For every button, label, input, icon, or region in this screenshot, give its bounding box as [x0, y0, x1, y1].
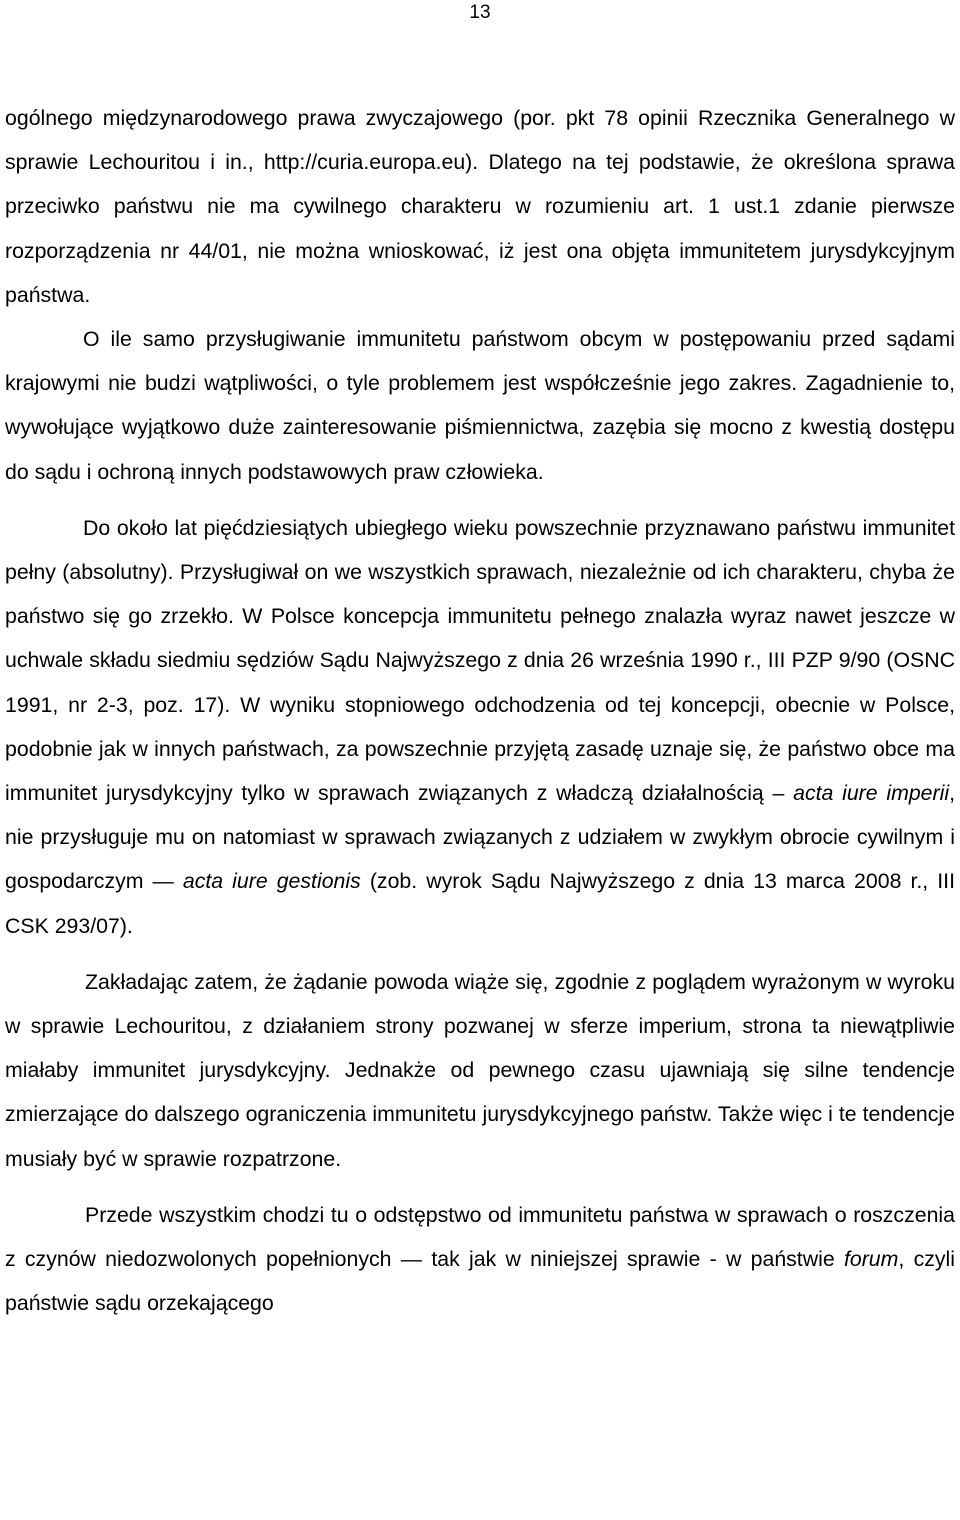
document-body — [5, 96, 955, 1325]
paragraph-4: Zakładając zatem, że żądanie powoda wiąże się, zgodnie z poglądem wyrażonym w wyroku w sprawie Lechouritou, z działaniem strony pozwanej w sferze imperium, strona ta niewątpliwie miałaby immunitet jurysdykcyjny. Jednakże od pewnego czasu ujawniają się silne tendencje zmierzające do dalszego ograniczenia immunitetu jurysdykcyjnego państw. Także więc i te tendencje musiały być w sprawie rozpatrzone. — [5, 969, 955, 1171]
paragraph-1: ogólnego międzynarodowego prawa zwyczajowego (por. pkt 78 opinii Rzecznika Generalnego w sprawie Lechouritou i in., http://curia.europa.eu). Dlatego na tej podstawie, że określona sprawa przeciwko państwu nie ma cywilnego charakteru w rozumieniu art. 1 ust.1 zdanie pierwsze rozporządzenia nr 44/01, nie można wnioskować, iż jest ona objęta immunitetem jurysdykcyjnym państwa. — [5, 106, 955, 307]
paragraph-3-text-a: Do około lat pięćdziesiątych ubiegłego wieku powszechnie przyznawano państwu immunitet pełny (absolutny). Przysługiwał on we wszystkich sprawach, niezależnie od ich charakteru, chyba że państwo się go zrzekło. W Polsce koncepcja immunitetu pełnego znalazła wyraz nawet jeszcze w uchwale składu siedmiu sędziów Sądu Najwyższego z dnia 26 września 1990 r., III PZP 9/90 (OSNC 1991, nr 2-3, poz. 17). W wyniku stopniowego odchodzenia od tej koncepcji, obecnie w Polsce, podobnie jak w innych państwach, za powszechnie przyjętą zasadę uznaje się, że państwo obce ma immunitet jurysdykcyjny tylko w sprawach związanych z władczą działalnością – — [5, 515, 955, 806]
paragraph-3-text-b: , nie przysługuje mu on natomiast w sprawach związanych z udziałem w zwykłym obrocie cywilnym i gospodarczym — — [5, 781, 955, 894]
paragraph-5-text-b: , czyli państwie sądu orzekającego — [5, 1247, 955, 1316]
paragraph-5 — [5, 1193, 955, 1326]
paragraph-3-text-c: (zob. wyrok Sądu Najwyższego z dnia 13 marca 2008 r., III CSK 293/07). — [5, 869, 956, 938]
paragraph-5-text-a: Przede wszystkim chodzi tu o odstępstwo od immunitetu państwa w sprawach o roszczenia z czynów niedozwolonych popełnionych — tak jak w niniejszej sprawie - w państwie — [5, 1202, 955, 1272]
latin-term-forum: forum — [843, 1247, 899, 1272]
paragraph-3 — [5, 506, 955, 948]
latin-term-acta-iure-gestionis: acta iure gestionis — [182, 869, 361, 894]
paragraph-2: O ile samo przysługiwanie immunitetu państwom obcym w postępowaniu przed sądami krajowymi nie budzi wątpliwości, o tyle problemem jest współcześnie jego zakres. Zagadnienie to, wywołujące wyjątkowo duże zainteresowanie piśmiennictwa, zazębia się mocno z kwestią dostępu do sądu i ochroną innych podstawowych praw człowieka. — [5, 327, 955, 484]
latin-term-acta-iure-imperii: acta iure imperii — [793, 781, 950, 806]
page-number: 13 — [469, 2, 491, 23]
